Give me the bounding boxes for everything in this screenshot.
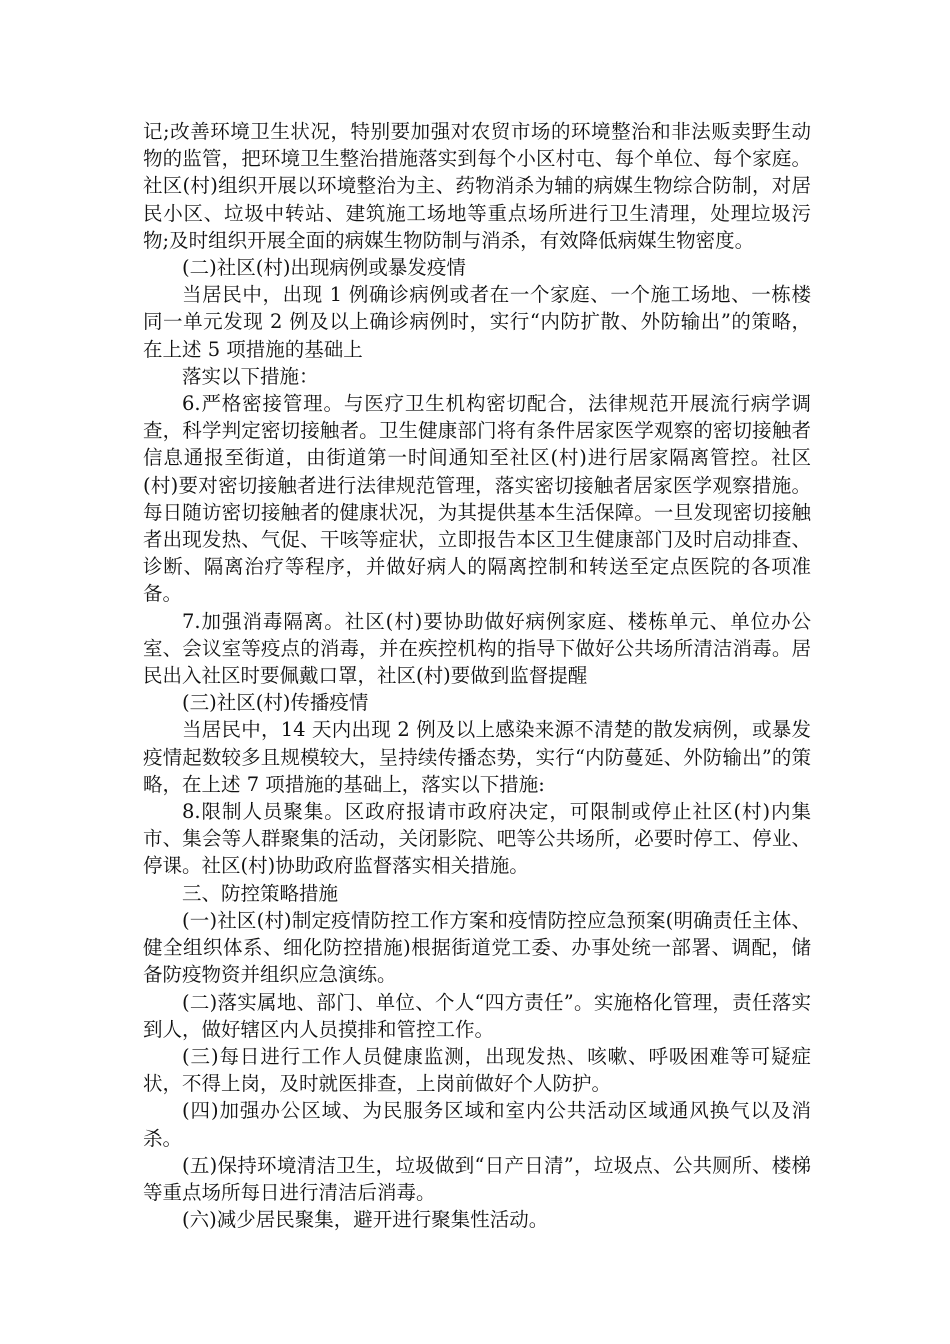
paragraph-env-sanitation: 记;改善环境卫生状况，特别要加强对农贸市场的环境整治和非法贩卖野生动物的监管，把环境卫生整治措施落实到每个小区村屯、每个单位、每个家庭。社区(村)组织开展以环境整治为主、药物消杀为辅的病媒生物综合防制，对居民小区、垃圾中转站、建筑施工场地等重点场所进行卫生清理，处理垃圾污物;及时组织开展全面的病媒生物防制与消杀，有效降低病媒生物密度。 [143, 120, 811, 252]
paragraph-plan-drills: (一)社区(村)制定疫情防控工作方案和疫情防控应急预案(明确责任主体、健全组织体系、细化防控措施)根据街道党工委、办事处统一部署、调配，储备防疫物资并组织应急演练。 [143, 908, 811, 987]
paragraph-sporadic-cases-strategy: 当居民中，14 天内出现 2 例及以上感染来源不清楚的散发病例，或暴发疫情起数较多且规模较大，呈持续传播态势，实行“内防蔓延、外防输出”的策略，在上述 7 项措施的基础上，落实以下措施: [143, 718, 811, 796]
paragraph-cleanliness: (五)保持环境清洁卫生，垃圾做到“日产日清”，垃圾点、公共厕所、楼梯等重点场所每日进行清洁后消毒。 [143, 1153, 811, 1204]
document-body [143, 118, 811, 1233]
paragraph-disinfection-isolation: 7.加强消毒隔离。社区(村)要协助做好病例家庭、楼栋单元、单位办公室、会议室等疫点的消毒，并在疾控机构的指导下做好公共场所清洁消毒。居民出入社区时要佩戴口罩，社区(村)要做到监督提醒 [143, 609, 811, 688]
paragraph-implement-measures: 落实以下措施： [182, 364, 319, 388]
paragraph-reduce-gatherings: (六)减少居民聚集，避开进行聚集性活动。 [182, 1208, 549, 1232]
paragraph-close-contact-management: 6.严格密接管理。与医疗卫生机构密切配合，法律规范开展流行病学调查，科学判定密切接触者。卫生健康部门将有条件居家医学观察的密切接触者信息通报至街道，由街道第一时间通知至社区(村)进行居家隔离管控。社区(村)要对密切接触者进行法律规范管理，落实密切接触者居家医学观察措施。每日随访密切接触者的健康状况，为其提供基本生活保障。一旦发现密切接触者出现发热、气促、干咳等症状，立即报告本区卫生健康部门及时启动排查、诊断、隔离治疗等程序，并做好病人的隔离控制和转送至定点医院的各项准备。 [143, 392, 811, 606]
paragraph-ventilation: (四)加强办公区域、为民服务区域和室内公共活动区域通风换气以及消杀。 [143, 1099, 811, 1150]
heading-case-outbreak: (二)社区(村)出现病例或暴发疫情 [182, 256, 466, 280]
heading-community-transmission: (三)社区(村)传播疫情 [182, 691, 369, 715]
paragraph-health-monitoring: (三)每日进行工作人员健康监测，出现发热、咳嗽、呼吸困难等可疑症状，不得上岗，及时就医排查，上岗前做好个人防护。 [143, 1044, 811, 1096]
paragraph-restrict-gatherings: 8.限制人员聚集。区政府报请市政府决定，可限制或停止社区(村)内集市、集会等人群聚集的活动，关闭影院、吧等公共场所，必要时停工、停业、停课。社区(村)协助政府监督落实相关措施。 [143, 800, 811, 878]
heading-prevention-strategy: 三、防控策略措施 [182, 881, 339, 905]
paragraph-confirmed-case-strategy: 当居民中，出现 1 例确诊病例或者在一个家庭、一个施工场地、一栋楼同一单元发现 2 例及以上确诊病例时，实行“内防扩散、外防输出”的策略，在上述 5 项措施的基础上 [143, 283, 811, 361]
paragraph-four-responsibilities: (二)落实属地、部门、单位、个人“四方责任”。实施格化管理，责任落实到人，做好辖区内人员摸排和管控工作。 [143, 990, 811, 1041]
